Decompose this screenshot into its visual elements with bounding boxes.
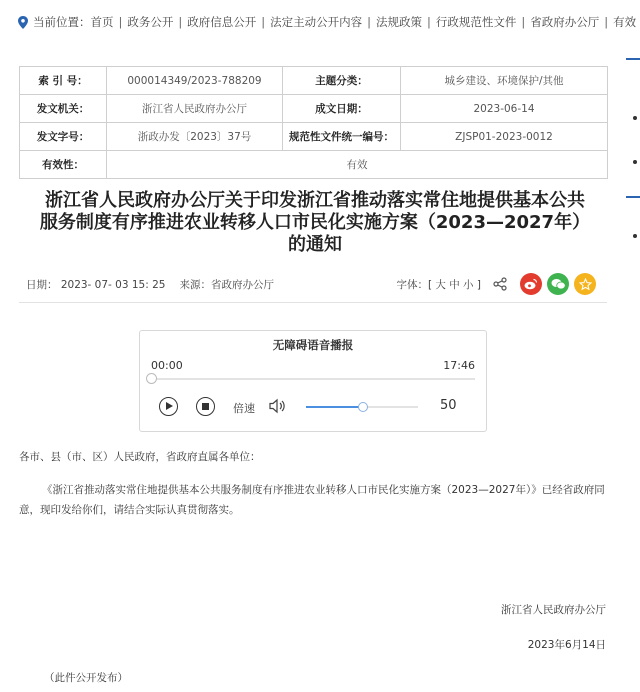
side-panel-secondary bbox=[626, 196, 640, 268]
article-info-bar bbox=[26, 272, 596, 296]
breadcrumb-office[interactable]: 省政府办公厅 bbox=[530, 15, 600, 29]
breadcrumb-normative[interactable]: 行政规范性文件 bbox=[435, 15, 517, 29]
total-time: 17:46 bbox=[443, 359, 475, 372]
speaker-icon[interactable] bbox=[268, 398, 286, 414]
breadcrumb-gov-info[interactable]: 政府信息公开 bbox=[187, 15, 257, 29]
wechat-icon[interactable] bbox=[547, 273, 569, 295]
validity-label: 有效性： bbox=[20, 151, 107, 179]
breadcrumb-separator: | bbox=[427, 15, 431, 29]
validity-value: 有效 bbox=[107, 151, 608, 179]
publish-date: 日期： 2023- 07- 03 15: 25 bbox=[26, 278, 166, 291]
topic-value: 城乡建设、环境保护/其他 bbox=[401, 67, 608, 95]
breadcrumb-separator: | bbox=[118, 15, 123, 29]
breadcrumb-separator: | bbox=[604, 15, 609, 29]
breadcrumb-home[interactable]: 首页 bbox=[90, 15, 114, 29]
date-value: 2023-06-14 bbox=[401, 95, 608, 123]
breadcrumb-separator: | bbox=[367, 15, 371, 29]
source-value: 省政府办公厅 bbox=[210, 278, 274, 291]
table-row bbox=[20, 123, 608, 151]
page-title bbox=[18, 190, 612, 256]
code-label: 规范性文件统一编号： bbox=[283, 123, 401, 151]
stop-button[interactable] bbox=[196, 397, 215, 416]
table-row bbox=[20, 95, 608, 123]
breadcrumb-statutory[interactable]: 法定主动公开内容 bbox=[270, 15, 363, 29]
table-row bbox=[20, 151, 608, 179]
index-value: 000014349/2023-788209 bbox=[107, 67, 283, 95]
progress-bar[interactable] bbox=[151, 378, 475, 380]
code-value: ZJSP01-2023-0012 bbox=[401, 123, 608, 151]
title-line: 浙江省人民政府办公厅关于印发浙江省推动落实常住地提供基本公共 bbox=[45, 190, 585, 211]
side-bullet bbox=[633, 160, 637, 164]
volume-fill bbox=[306, 406, 362, 408]
volume-value: 50 bbox=[440, 398, 457, 413]
speed-button[interactable]: 倍速 bbox=[233, 402, 255, 415]
divider bbox=[19, 302, 607, 303]
play-button[interactable] bbox=[159, 397, 178, 416]
issuer-label: 发文机关： bbox=[20, 95, 107, 123]
share-icon[interactable] bbox=[493, 277, 507, 291]
player-title: 无障碍语音播报 bbox=[272, 338, 354, 352]
docno-label: 发文字号： bbox=[20, 123, 107, 151]
breadcrumb-separator: | bbox=[178, 15, 183, 29]
title-line: 服务制度有序推进农业转移人口市民化实施方案（2023—2027年） bbox=[39, 212, 591, 233]
breadcrumb-policy[interactable]: 法规政策 bbox=[376, 15, 422, 29]
issuer-value: 浙江省人民政府办公厅 bbox=[107, 95, 283, 123]
date-label: 成文日期： bbox=[283, 95, 401, 123]
star-icon[interactable] bbox=[574, 273, 596, 295]
weibo-icon[interactable] bbox=[520, 273, 542, 295]
breadcrumb-separator: | bbox=[261, 15, 266, 29]
side-bullet bbox=[633, 234, 637, 238]
breadcrumb bbox=[18, 14, 640, 30]
side-bullet bbox=[633, 116, 637, 120]
docno-value: 浙政办发〔2023〕37号 bbox=[107, 123, 283, 151]
source-label: 来源： bbox=[179, 278, 211, 291]
topic-label: 主题分类： bbox=[283, 67, 401, 95]
volume-handle[interactable] bbox=[358, 402, 368, 412]
document-meta-table bbox=[19, 66, 608, 179]
location-pin-icon bbox=[18, 16, 28, 29]
table-row bbox=[20, 67, 608, 95]
addressee: 各市、县（市、区）人民政府，省政府直属各单位： bbox=[19, 451, 261, 463]
current-time: 00:00 bbox=[151, 359, 183, 372]
fontsize-label: 字体： bbox=[396, 278, 428, 291]
body-paragraph: 《浙江省推动落实常住地提供基本公共服务制度有序推进农业转移人口市民化实施方案（2023—2027年）》已经省政府同意，现印发给你们，请结合实际认真贯彻落实。 bbox=[19, 484, 605, 516]
side-panel bbox=[626, 58, 640, 190]
breadcrumb-gov-affairs[interactable]: 政务公开 bbox=[127, 15, 174, 29]
audio-player bbox=[139, 330, 487, 432]
breadcrumb-valid[interactable]: 有效 bbox=[613, 15, 637, 29]
volume-slider[interactable] bbox=[306, 406, 418, 408]
breadcrumb-separator: | bbox=[521, 15, 526, 29]
fontsize-switcher[interactable]: [ 大 中 小 ] bbox=[427, 278, 481, 291]
publication-note: （此件公开发布） bbox=[44, 672, 128, 684]
index-label: 索 引 号： bbox=[20, 67, 107, 95]
breadcrumb-prefix: 当前位置： bbox=[33, 15, 91, 29]
progress-handle[interactable] bbox=[146, 373, 157, 384]
signature: 浙江省人民政府办公厅 bbox=[501, 604, 606, 616]
sign-date: 2023年6月14日 bbox=[527, 639, 606, 651]
title-line: 的通知 bbox=[288, 234, 342, 255]
